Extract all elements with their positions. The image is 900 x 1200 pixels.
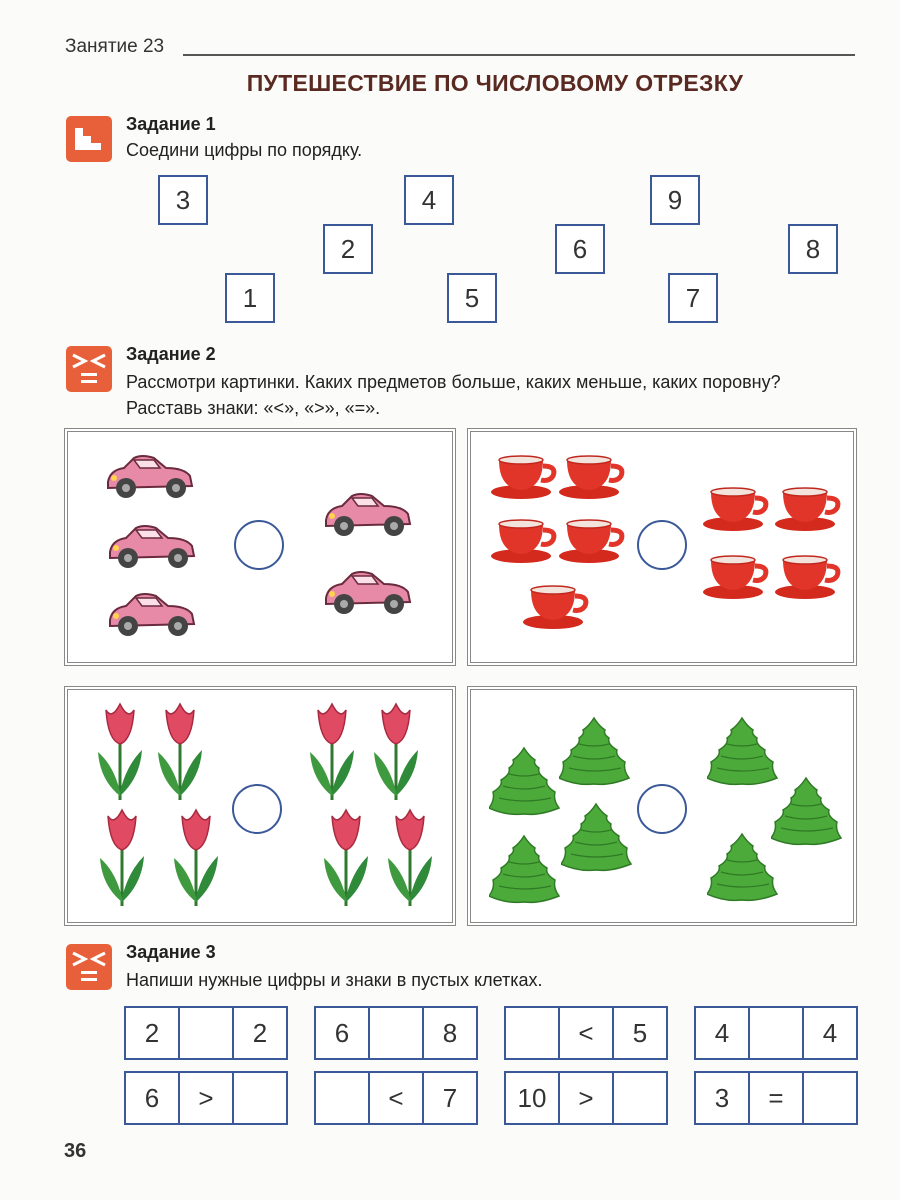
- cell-group: [124, 1071, 288, 1125]
- cell[interactable]: 7: [422, 1073, 476, 1123]
- cell[interactable]: 4: [802, 1008, 856, 1058]
- cell-group: [504, 1071, 668, 1125]
- comparison-circle[interactable]: [637, 784, 687, 834]
- header-rule: [183, 54, 855, 56]
- compare-signs-icon: [66, 346, 112, 392]
- task2-text-line2: Расставь знаки: «<», «>», «=».: [126, 398, 381, 418]
- comparison-circle[interactable]: [232, 784, 282, 834]
- task1-name: Задание 1: [126, 114, 216, 134]
- task3-text: Напиши нужные цифры и знаки в пустых клетках.: [126, 970, 543, 990]
- tree-image: [771, 776, 843, 848]
- tree-image: [707, 832, 779, 904]
- cell[interactable]: [748, 1008, 802, 1058]
- task2-text-line1: Рассмотри картинки. Каких предметов больше, каких меньше, каких поровну?: [126, 372, 781, 392]
- cell-group: [504, 1006, 668, 1060]
- task1-text: Соедини цифры по порядку.: [126, 140, 363, 160]
- cup-image: [559, 452, 625, 502]
- cup-image: [559, 516, 625, 566]
- cell-group: [694, 1071, 858, 1125]
- cell[interactable]: 8: [422, 1008, 476, 1058]
- comparison-circle[interactable]: [234, 520, 284, 570]
- car-image: [106, 590, 198, 638]
- number-box[interactable]: 8: [788, 224, 838, 274]
- task3-name: Задание 3: [126, 942, 216, 962]
- cell[interactable]: =: [748, 1073, 802, 1123]
- cup-image: [703, 484, 769, 534]
- cell[interactable]: 3: [714, 1082, 730, 1113]
- panel-trees: [467, 686, 857, 926]
- cell[interactable]: 4: [714, 1017, 730, 1048]
- task2-name: Задание 2: [126, 344, 216, 364]
- stairs-icon: [66, 116, 112, 162]
- tulip-image: [92, 806, 152, 910]
- cell[interactable]: [612, 1073, 666, 1123]
- tree-image: [559, 716, 631, 788]
- tulip-image: [366, 700, 426, 804]
- number-box[interactable]: 6: [555, 224, 605, 274]
- cell[interactable]: 6: [334, 1017, 350, 1048]
- cell[interactable]: >: [558, 1073, 612, 1123]
- lesson-label: Занятие 23: [65, 36, 165, 57]
- cell[interactable]: [506, 1008, 558, 1058]
- cell[interactable]: <: [368, 1073, 422, 1123]
- number-box[interactable]: 1: [225, 273, 275, 323]
- tulip-image: [166, 806, 226, 910]
- cell-group: [314, 1006, 478, 1060]
- cell[interactable]: 5: [612, 1008, 666, 1058]
- cell[interactable]: [232, 1073, 286, 1123]
- panel-cups: [467, 428, 857, 666]
- cup-image: [703, 552, 769, 602]
- tree-image: [489, 834, 561, 906]
- cell-group: [694, 1006, 858, 1060]
- number-box[interactable]: 4: [404, 175, 454, 225]
- car-image: [104, 452, 196, 500]
- tree-image: [489, 746, 561, 818]
- cell[interactable]: 2: [232, 1008, 286, 1058]
- number-box[interactable]: 9: [650, 175, 700, 225]
- page-number: 36: [64, 1140, 87, 1162]
- panel-cars: [64, 428, 456, 666]
- tree-image: [707, 716, 779, 788]
- cell[interactable]: [368, 1008, 422, 1058]
- cup-image: [523, 582, 589, 632]
- page-title: ПУТЕШЕСТВИЕ ПО ЧИСЛОВОМУ ОТРЕЗКУ: [246, 70, 744, 96]
- car-image: [322, 568, 414, 616]
- tulip-image: [302, 700, 362, 804]
- comparison-circle[interactable]: [637, 520, 687, 570]
- cell[interactable]: >: [178, 1073, 232, 1123]
- cell[interactable]: [802, 1073, 856, 1123]
- cup-image: [775, 552, 841, 602]
- cell[interactable]: 10: [517, 1082, 547, 1113]
- cell-group: [314, 1071, 478, 1125]
- number-box[interactable]: 2: [323, 224, 373, 274]
- compare-signs-icon: [66, 944, 112, 990]
- car-image: [106, 522, 198, 570]
- cell[interactable]: <: [558, 1008, 612, 1058]
- cell[interactable]: 2: [144, 1017, 160, 1048]
- tulip-image: [150, 700, 210, 804]
- number-box[interactable]: 7: [668, 273, 718, 323]
- tree-image: [561, 802, 633, 874]
- car-image: [322, 490, 414, 538]
- number-box[interactable]: 5: [447, 273, 497, 323]
- cup-image: [491, 516, 557, 566]
- cup-image: [491, 452, 557, 502]
- tulip-image: [380, 806, 440, 910]
- cell-group: [124, 1006, 288, 1060]
- panel-tulips: [64, 686, 456, 926]
- tulip-image: [316, 806, 376, 910]
- number-box[interactable]: 3: [158, 175, 208, 225]
- cup-image: [775, 484, 841, 534]
- cell[interactable]: 6: [144, 1082, 160, 1113]
- cell[interactable]: [316, 1073, 368, 1123]
- cell[interactable]: [178, 1008, 232, 1058]
- tulip-image: [90, 700, 150, 804]
